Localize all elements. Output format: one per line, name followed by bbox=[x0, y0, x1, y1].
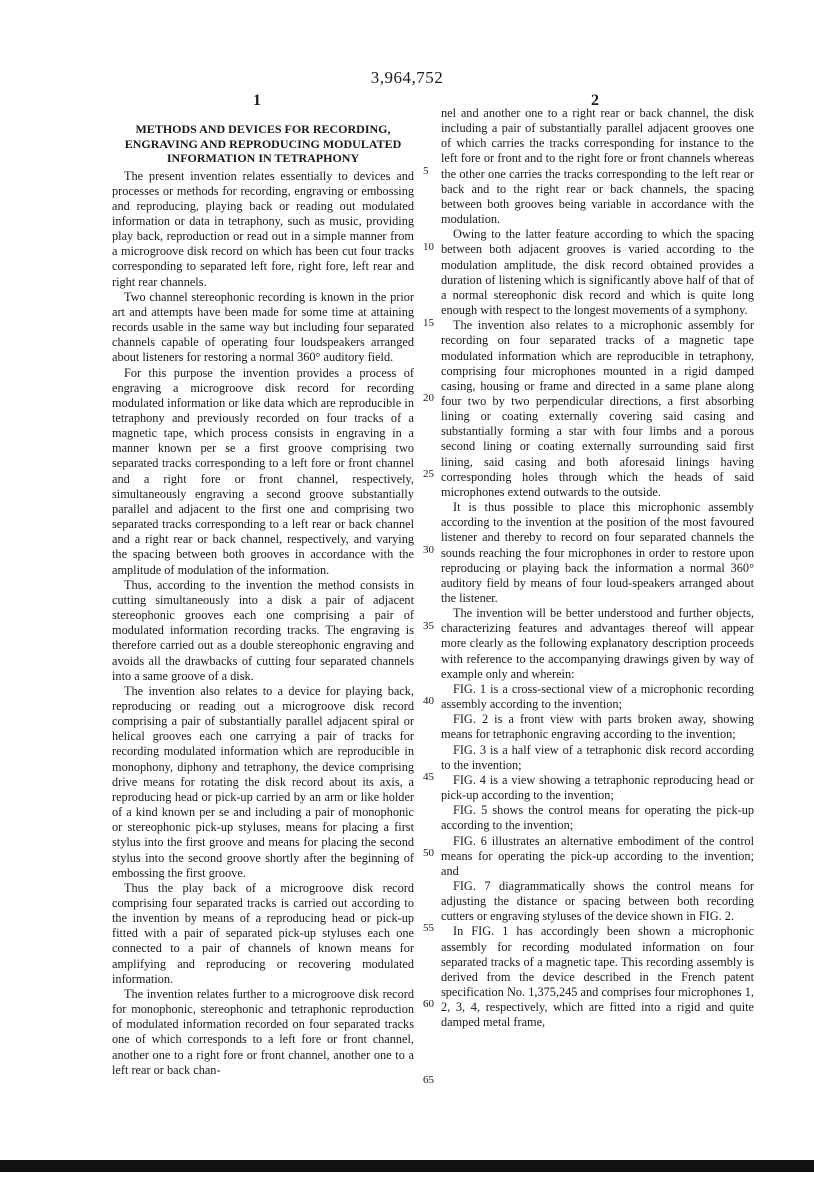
figure-description: FIG. 1 is a cross-sectional view of a microphonic recording assembly according to the invention; bbox=[441, 681, 754, 712]
line-number: 35 bbox=[423, 620, 434, 632]
column-number-right: 2 bbox=[591, 92, 599, 109]
paragraph: nel and another one to a right rear or back channel, the disk including a pair of substantially parallel adjacent grooves one of which carries the tracks corresponding for instance to the left fore or front and to the right fore or front channels whereas the other one carries the tracks corresponding to the left rear or back and to the right rear or back channels, the spacing between both grooves being variable in accordance with the modulation. bbox=[441, 106, 754, 227]
paragraph: The invention relates further to a microgroove disk record for monophonic, stereophonic and tetraphonic reproduction of modulated information recorded on four separated tracks one of which corresponds to a left fore or front channel, another one to a right fore or front channel, another one to a left rear or back chan- bbox=[112, 986, 414, 1077]
line-number: 65 bbox=[423, 1074, 434, 1086]
line-number: 40 bbox=[423, 695, 434, 707]
figure-description: FIG. 4 is a view showing a tetraphonic reproducing head or pick-up according to the invention; bbox=[441, 772, 754, 803]
line-number: 60 bbox=[423, 998, 434, 1010]
paragraph: Two channel stereophonic recording is known in the prior art and attempts have been made for some time at attaining records usable in the same way but including four separated channels capable of operating four loudspeakers arranged about listeners for restoring a normal 360° auditory field. bbox=[112, 289, 414, 365]
line-number: 55 bbox=[423, 922, 434, 934]
figure-description: FIG. 2 is a front view with parts broken away, showing means for tetraphonic engraving according to the invention; bbox=[441, 712, 754, 742]
paragraph: Owing to the latter feature according to which the spacing between both adjacent grooves is varied according to the modulation amplitude, the disk record obtained provides a duration of listening which is significantly above half of that of a normal stereophonic disk record and which is quite long enough with respect to the longest movements of a symphony. bbox=[441, 227, 754, 318]
column-number-left: 1 bbox=[253, 92, 261, 109]
title-line: METHODS AND DEVICES FOR RECORDING, bbox=[135, 122, 391, 136]
line-number: 10 bbox=[423, 241, 434, 253]
figure-description: FIG. 5 shows the control means for operating the pick-up according to the invention; bbox=[441, 803, 754, 833]
paragraph: The invention also relates to a device for playing back, reproducing or reading out a microgroove disk record comprising a pair of substantially parallel adjacent spiral or helical grooves each one carrying a pair of tracks for recording modulated information which are reproducible in monophony, diphony and tetraphony, the device comprising drive means for rotating the disk record about its axis, a reproducing head or pick-up carried by an arm or like holder of a kind known per se and including a pair of monophonic or stereophonic pick-up styluses, means for placing a first stylus into the first groove and means for placing the second stylus into the second groove shortly after the beginning of embossing the first groove. bbox=[112, 683, 414, 880]
paragraph: For this purpose the invention provides a process of engraving a microgroove disk record for recording modulated information or like data which are reproducible in tetraphony and previously recorded on four tracks of a magnetic tape, which process consists in engraving in a manner known per se a first groove comprising two separated tracks corresponding to a left fore or front channel and a right fore or front channel, respectively, simultaneously engraving a second groove substantially parallel and adjacent to the first one and comprising two separated tracks corresponding to a left rear or back channel and a right rear or back channel, respectively, and varying the spacing between both grooves in accordance with the amplitude of modulation of the information. bbox=[112, 365, 414, 577]
figure-description: FIG. 7 diagrammatically shows the control means for adjusting the distance or spacing between both recording cutters or engraving styluses of the device shown in FIG. 2. bbox=[441, 878, 754, 924]
title-line: ENGRAVING AND REPRODUCING MODULATED bbox=[124, 136, 402, 151]
figure-description: FIG. 3 is a half view of a tetraphonic disk record according to the invention; bbox=[441, 742, 754, 772]
title-line: INFORMATION IN TETRAPHONY bbox=[166, 151, 360, 165]
patent-number: 3,964,752 bbox=[370, 68, 444, 87]
document-title bbox=[112, 122, 414, 166]
line-number: 25 bbox=[423, 468, 434, 480]
line-number: 5 bbox=[423, 165, 429, 177]
left-column bbox=[112, 120, 414, 1078]
paragraph: The present invention relates essentially to devices and processes or methods for recording, engraving or embossing and reproducing, playing back or reading out modulated information or data in tetraphony, such as music, providing play back, reproduction or read out in a simple manner from a microgroove disk record on which has been cut four tracks corresponding to separated left fore, right fore, left rear and right rear channels. bbox=[112, 168, 414, 289]
scan-edge-bar bbox=[0, 1160, 814, 1172]
line-number: 15 bbox=[423, 317, 434, 329]
figure-description: FIG. 6 illustrates an alternative embodiment of the control means for operating the pick-up according to the invention; and bbox=[441, 833, 754, 878]
paragraph: Thus, according to the invention the method consists in cutting simultaneously into a disk a pair of adjacent stereophonic grooves each one comprising a pair of modulated information recording tracks. The engraving is therefore carried out as a double stereophonic engraving and avoids all the drawbacks of cutting four separated channels into a same groove of a disk. bbox=[112, 577, 414, 683]
line-number: 20 bbox=[423, 392, 434, 404]
right-column bbox=[441, 106, 754, 1031]
line-number: 50 bbox=[423, 847, 434, 859]
paragraph: In FIG. 1 has accordingly been shown a microphonic assembly for recording modulated information on four separated tracks of a magnetic tape. This recording assembly is derived from the device described in the French patent specification No. 1,375,245 and comprises four microphones 1, 2, 3, 4, respectively, which are fitted into a rigid and quite damped metal frame, bbox=[441, 924, 754, 1030]
paragraph: The invention also relates to a microphonic assembly for recording on four separated tracks of a magnetic tape modulated information which are reproducible in tetraphony, comprising four microphones mounted in a rigid damped casing, housing or frame and directed in a same plane along four two by two perpendicular directions, a first absorbing lining or coating externally covering said casing and substantially forming a star with four limbs and a porous second lining or coating externally surrounding said first lining, said casing and both aforesaid linings having corresponding holes through which the heads of said microphones extend outwards to the outside. bbox=[441, 318, 754, 499]
line-number: 45 bbox=[423, 771, 434, 783]
paragraph: Thus the play back of a microgroove disk record comprising four separated tracks is carried out according to the invention by means of a reproducing head or pick-up fitted with a pair of separated pick-up styluses each one connected to a pair of channels of known means for amplifying and reproducing or recovering modulated information. bbox=[112, 880, 414, 986]
paragraph: It is thus possible to place this microphonic assembly according to the invention at the position of the most favoured listener and thereby to record on four separated channels the sounds reaching the four microphones in order to restore upon reproducing or playing back the information a normal 360° auditory field by means of four loud-speakers arranged about the listener. bbox=[441, 500, 754, 605]
line-number: 30 bbox=[423, 544, 434, 556]
paragraph: The invention will be better understood and further objects, characterizing features and advantages thereof will appear more clearly as the following explanatory description proceeds with reference to the accompanying drawings given by way of example only and wherein: bbox=[441, 606, 754, 681]
